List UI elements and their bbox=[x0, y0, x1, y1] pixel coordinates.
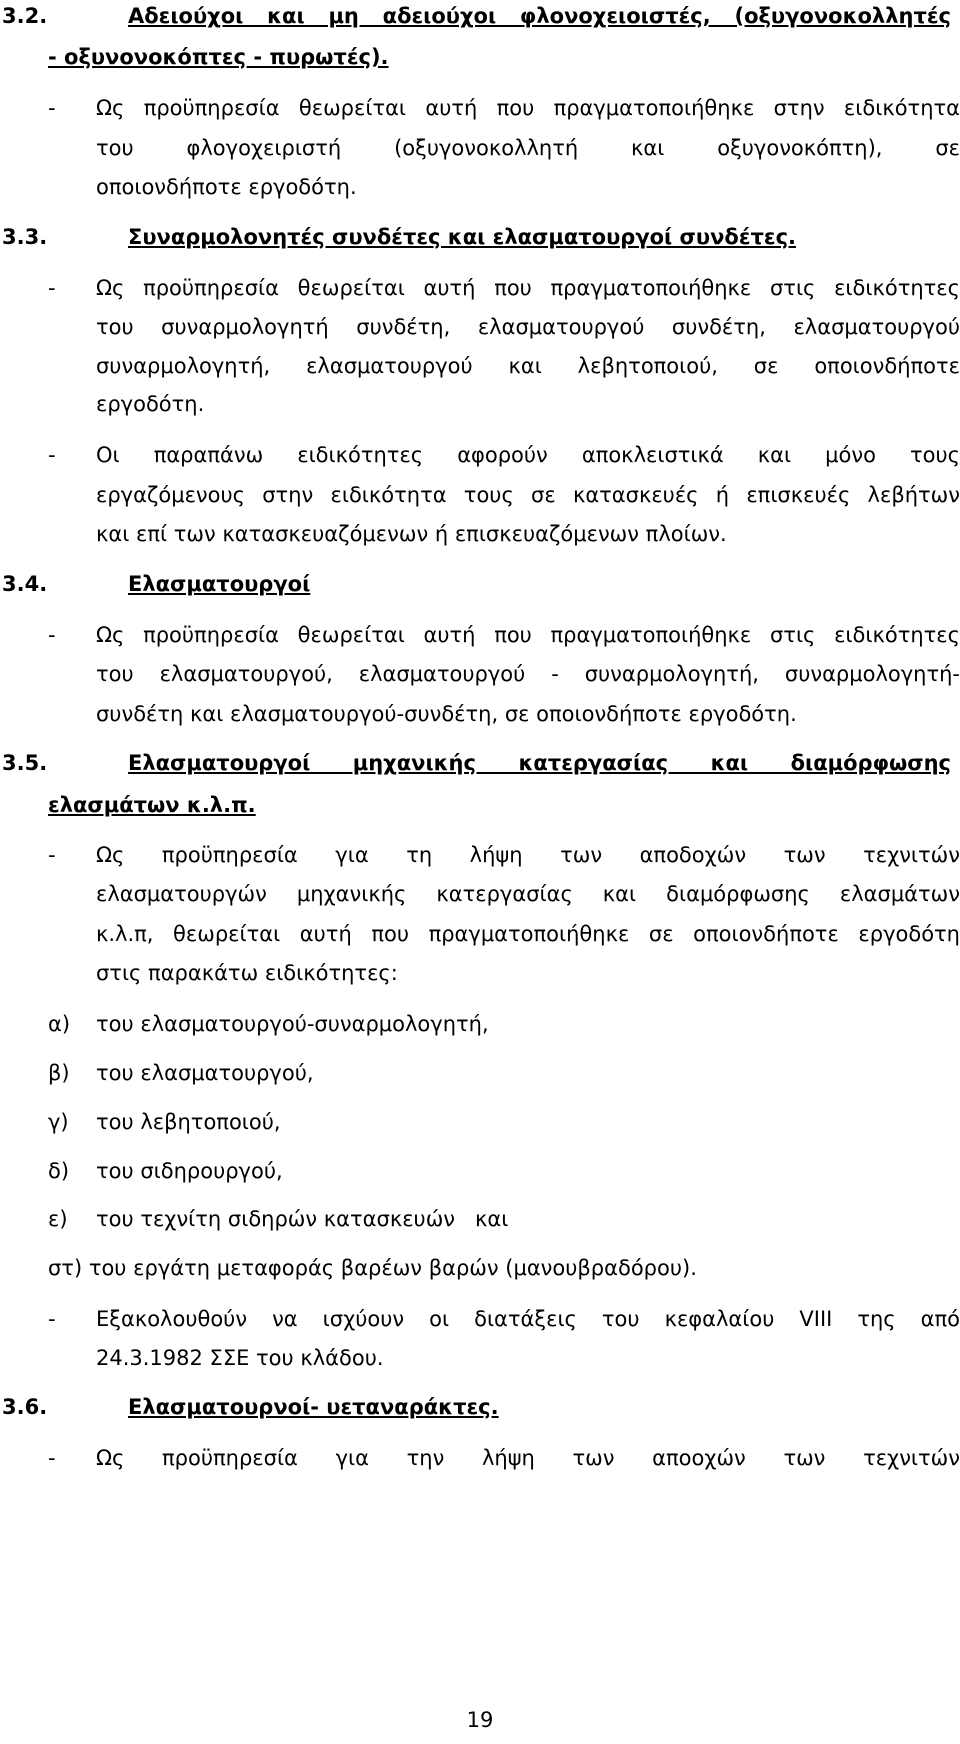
bullet-dash: - bbox=[48, 276, 56, 300]
section-number: 3.3. bbox=[2, 225, 48, 249]
paragraph-text: 24.3.1982 ΣΣΕ του κλάδου. bbox=[96, 1346, 384, 1370]
paragraph-text: Εξακολουθούν να ισχύουν οι διατάξεις του κεφαλαίου VIII της από bbox=[96, 1307, 960, 1331]
section-title: Ελασματουργοί μηχανικής κατεργασίας και διαμόρφωσης bbox=[128, 751, 951, 775]
paragraph-text: Ως προϋπηρεσία για τη λήψη των αποδοχών των τεχνιτών bbox=[96, 843, 960, 867]
section-title: Αδειούχοι και μη αδειούχοι φλονοχειοιστές, (οξυγονοκολλητές bbox=[128, 4, 951, 28]
section-title: Ελασματουργοί bbox=[128, 572, 311, 596]
list-text: του ελασματουργού-συναρμολογητή, bbox=[96, 1012, 489, 1036]
paragraph-text: συναρμολογητή, ελασματουργού και λεβητοποιού, σε οποιονδήποτε bbox=[96, 354, 960, 378]
paragraph-text: του φλογοχειριστή (οξυγονοκολλητή και οξυγονοκόπτη), σε bbox=[96, 136, 960, 160]
paragraph-text: Ως προϋπηρεσία για την λήψη των αποοχών των τεχνιτών bbox=[96, 1446, 960, 1470]
paragraph-text: Ως προϋπηρεσία θεωρείται αυτή που πραγματοποιήθηκε στην ειδικότητα bbox=[96, 96, 960, 120]
paragraph-text: συνδέτη και ελασματουργού-συνδέτη, σε οποιονδήποτε εργοδότη. bbox=[96, 702, 797, 726]
section-title: Συναρμολονητές συνδέτες και ελασματουργοί συνδέτες. bbox=[128, 225, 797, 249]
bullet-dash: - bbox=[48, 443, 56, 467]
page-number: 19 bbox=[466, 1708, 494, 1732]
section-number: 3.2. bbox=[2, 4, 48, 28]
section-number: 3.6. bbox=[2, 1395, 48, 1419]
list-label: α) bbox=[48, 1012, 71, 1036]
paragraph-text: Ως προϋπηρεσία θεωρείται αυτή που πραγματοποιήθηκε στις ειδικότητες bbox=[96, 623, 960, 647]
paragraph-text: του συναρμολογητή συνδέτη, ελασματουργού συνδέτη, ελασματουργού bbox=[96, 315, 960, 339]
list-label: ε) bbox=[48, 1207, 68, 1231]
list-text: του ελασματουργού, bbox=[96, 1061, 314, 1085]
section-number: 3.5. bbox=[2, 751, 48, 775]
section-title: ελασμάτων κ.λ.π. bbox=[48, 793, 256, 817]
list-label: β) bbox=[48, 1061, 70, 1085]
bullet-dash: - bbox=[48, 1307, 56, 1331]
paragraph-text: εργαζόμενους στην ειδικότητα τους σε κατασκευές ή επισκευές λεβήτων bbox=[96, 483, 960, 507]
bullet-dash: - bbox=[48, 623, 56, 647]
paragraph-text: κ.λ.π, θεωρείται αυτή που πραγματοποιήθηκε σε οποιονδήποτε εργοδότη bbox=[96, 922, 960, 946]
bullet-dash: - bbox=[48, 96, 56, 120]
section-title: Ελασματουρνοί- υεταναράκτες. bbox=[128, 1395, 499, 1419]
paragraph-text: εργοδότη. bbox=[96, 392, 205, 416]
section-title: - οξυνονοκόπτες - πυρωτές). bbox=[48, 45, 389, 69]
paragraph-text: οποιονδήποτε εργοδότη. bbox=[96, 175, 357, 199]
paragraph-text: και επί των κατασκευαζόμενων ή επισκευαζόμενων πλοίων. bbox=[96, 522, 727, 546]
list-text: στ) του εργάτη μεταφοράς βαρέων βαρών (μανουβραδόρου). bbox=[48, 1256, 697, 1280]
paragraph-text: του ελασματουργού, ελασματουργού - συναρμολογητή, συναρμολογητή- bbox=[96, 662, 960, 686]
paragraph-text: Ως προϋπηρεσία θεωρείται αυτή που πραγματοποιήθηκε στις ειδικότητες bbox=[96, 276, 960, 300]
list-text: του λεβητοποιού, bbox=[96, 1110, 281, 1134]
list-text: του σιδηρουργού, bbox=[96, 1159, 283, 1183]
list-label: δ) bbox=[48, 1159, 70, 1183]
paragraph-text: Οι παραπάνω ειδικότητες αφορούν αποκλειστικά και μόνο τους bbox=[96, 443, 960, 467]
paragraph-text: ελασματουργών μηχανικής κατεργασίας και διαμόρφωσης ελασμάτων bbox=[96, 882, 960, 906]
section-number: 3.4. bbox=[2, 572, 48, 596]
paragraph-text: στις παρακάτω ειδικότητες: bbox=[96, 961, 398, 985]
bullet-dash: - bbox=[48, 843, 56, 867]
bullet-dash: - bbox=[48, 1446, 56, 1470]
list-text: του τεχνίτη σιδηρών κατασκευών και bbox=[96, 1207, 509, 1231]
list-label: γ) bbox=[48, 1110, 69, 1134]
